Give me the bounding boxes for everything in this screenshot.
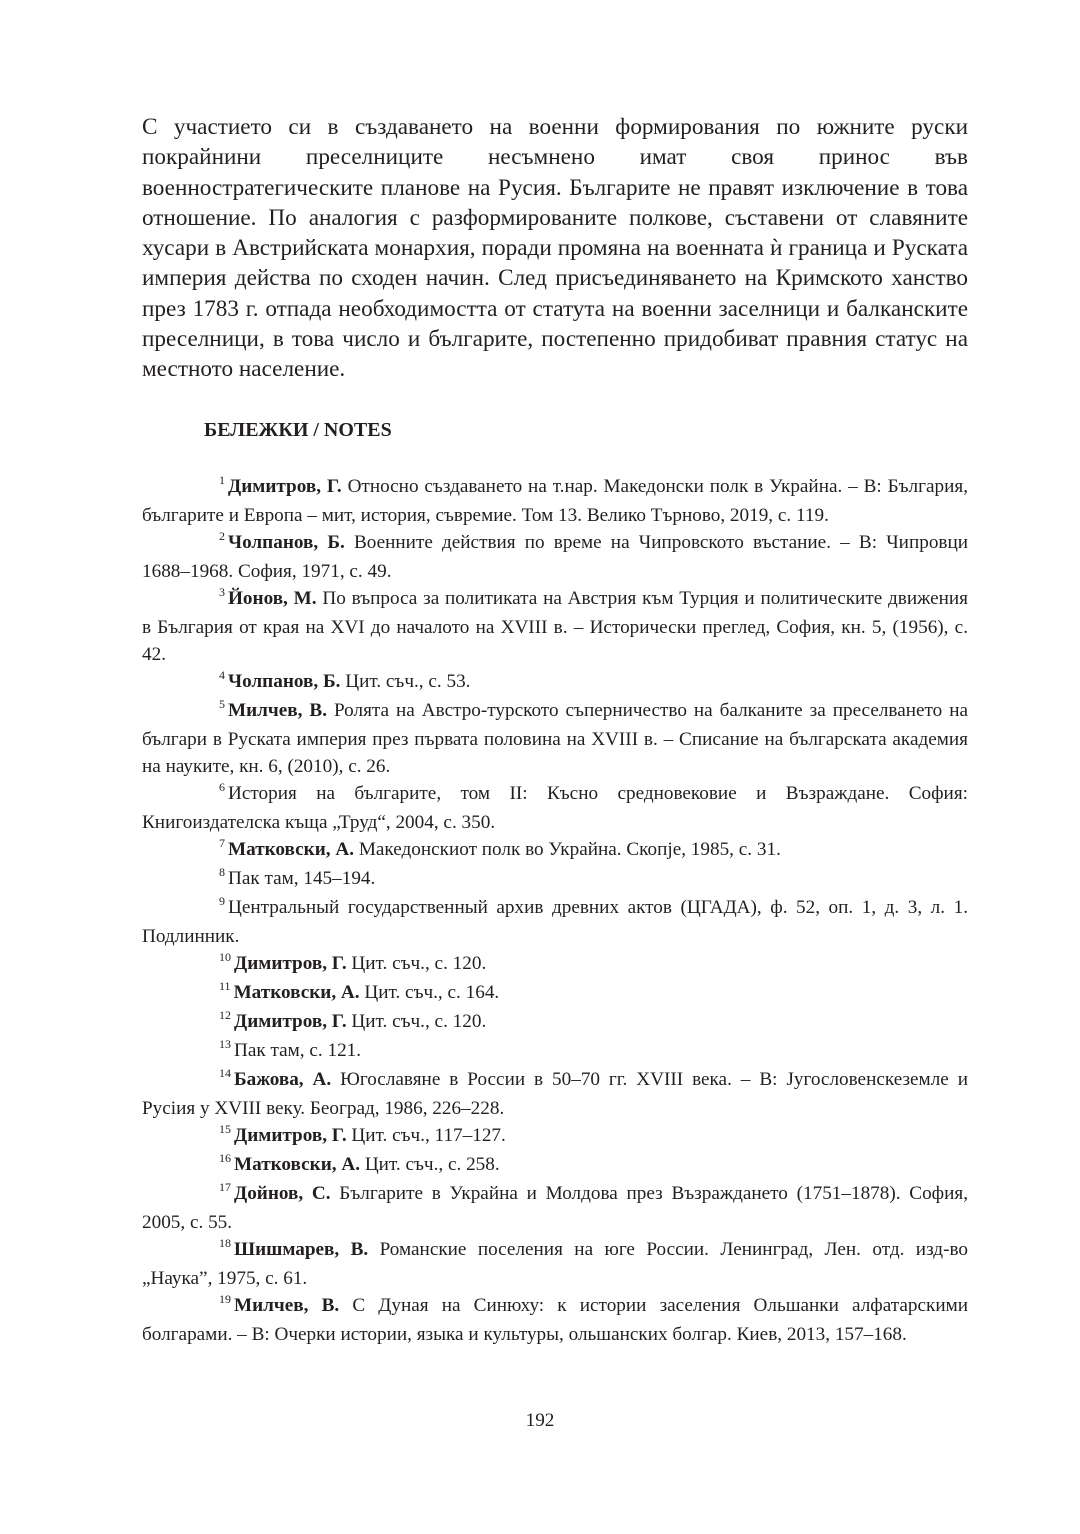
footnote-number: 3 bbox=[219, 584, 225, 599]
footnote-author: Бажова, А. bbox=[234, 1068, 332, 1090]
footnote-text: Цит. съч., 117–127. bbox=[346, 1124, 506, 1146]
footnote-author: Матковски, А. bbox=[234, 1153, 361, 1175]
footnote bbox=[142, 1180, 968, 1236]
footnote-text: История на българите, том II: Късно средновековие и Възраждане. София: Книгоиздателска къща „Труд“, 2004, с. 350. bbox=[142, 782, 968, 833]
footnote-number: 2 bbox=[219, 528, 225, 543]
footnote-author: Матковски, А. bbox=[233, 981, 360, 1003]
body-paragraph: С участието си в създаването на военни формирования по южните руски покрайнини преселниците несъмнено имат своя принос във военностратегическите планове на Русия. Българите не правят изключение в това отношение. По аналогия с разформированите полкове, съставени от славяните хусари в Австрийската монархия, поради промяна на военната ѝ граница и Руската империя действа по сходен начин. След присъединяването на Кримското ханство през 1783 г. отпада необходимостта от статута на военни заселници и балканските преселници, в това число и българите, постепенно придобиват правния статус на местното население. bbox=[142, 114, 968, 383]
footnote-number: 19 bbox=[219, 1291, 231, 1306]
footnote-number: 16 bbox=[219, 1150, 231, 1165]
footnote-number: 17 bbox=[219, 1179, 231, 1194]
footnote bbox=[142, 950, 968, 979]
footnote-number: 15 bbox=[219, 1121, 231, 1136]
footnote-text: Центральный государственный архив древних актов (ЦГАДА), ф. 52, оп. 1, д. 3, л. 1. Подлинник. bbox=[142, 896, 968, 947]
footnote bbox=[142, 585, 968, 668]
footnote-number: 12 bbox=[219, 1007, 231, 1022]
page-content bbox=[142, 112, 968, 1348]
footnote bbox=[142, 836, 968, 865]
footnote-text: Относно създаването на т.нар. Македонски полк в Украйна. – В: България, българите и Европа – мит, история, съвремие. Том 13. Велико Търново, 2019, с. 119. bbox=[142, 475, 968, 526]
footnote-text: Пак там, с. 121. bbox=[234, 1039, 362, 1061]
footnote-number: 1 bbox=[219, 472, 225, 487]
footnote-text: Българите в Украйна и Молдова през Възраждането (1751–1878). София, 2005, с. 55. bbox=[142, 1182, 968, 1233]
footnote-text: Цит. съч., с. 258. bbox=[360, 1153, 500, 1175]
footnote-text: Югославяне в России в 50–70 гг. XVIII века. – В: Југословенскеземле и Русіия у XVIII веку. Београд, 1986, 226–228. bbox=[142, 1068, 968, 1119]
footnote-author: Милчев, В. bbox=[234, 1294, 340, 1316]
page-number: 192 bbox=[525, 1410, 555, 1431]
notes-list bbox=[142, 473, 968, 1348]
footnote-author: Милчев, В. bbox=[228, 699, 327, 721]
footnote-number: 14 bbox=[219, 1065, 231, 1080]
footnote-text: Цит. съч., с. 120. bbox=[346, 952, 487, 974]
footnote-number: 11 bbox=[219, 978, 231, 993]
footnote-author: Дойнов, С. bbox=[234, 1182, 331, 1204]
footnote-author: Чолпанов, Б. bbox=[228, 670, 341, 692]
footnote bbox=[142, 668, 968, 697]
footnote-number: 10 bbox=[219, 949, 231, 964]
footnote bbox=[142, 1292, 968, 1348]
footnote bbox=[142, 865, 968, 894]
footnote-author: Димитров, Г. bbox=[234, 1010, 347, 1032]
footnote bbox=[142, 894, 968, 950]
footnote bbox=[142, 473, 968, 529]
footnote-author: Димитров, Г. bbox=[234, 952, 347, 974]
footnote-number: 8 bbox=[219, 864, 225, 879]
footnote bbox=[142, 979, 968, 1008]
footnote bbox=[142, 1151, 968, 1180]
footnote-text: Романские поселения на юге России. Ленинград, Лен. отд. изд-во „Наука”, 1975, с. 61. bbox=[142, 1238, 968, 1289]
footnote-text: Цит. съч., с. 120. bbox=[346, 1010, 487, 1032]
footnote bbox=[142, 1008, 968, 1037]
footnote bbox=[142, 780, 968, 836]
footnote-number: 9 bbox=[219, 893, 225, 908]
footnote-text: С Дуная на Синюху: к истории заселения Ольшанки алфатарскими болгарами. – В: Очерки истории, языка и культуры, ольшанских болгар. Киев, 2013, 157–168. bbox=[142, 1294, 968, 1345]
footnote-text: По въпроса за политиката на Австрия към Турция и политическите движения в България от края на XVI до началото на XVIII в. – Исторически преглед, София, кн. 5, (1956), с. 42. bbox=[142, 587, 968, 665]
footnote-number: 6 bbox=[219, 779, 225, 794]
footnote-author: Матковски, А. bbox=[228, 838, 355, 860]
footnote-author: Чолпанов, Б. bbox=[228, 531, 345, 553]
footnote-author: Йонов, М. bbox=[228, 587, 317, 609]
footnote-number: 7 bbox=[219, 835, 225, 850]
footnote-number: 5 bbox=[219, 696, 225, 711]
footnote bbox=[142, 697, 968, 780]
footnote-number: 18 bbox=[219, 1235, 231, 1250]
footnote bbox=[142, 1037, 968, 1066]
footnote bbox=[142, 1236, 968, 1292]
footnote-number: 13 bbox=[219, 1036, 231, 1051]
footnote-text: Цит. съч., с. 164. bbox=[359, 981, 500, 1003]
footnote-number: 4 bbox=[219, 667, 225, 682]
footnote bbox=[142, 529, 968, 585]
footnote-author: Димитров, Г. bbox=[234, 1124, 347, 1146]
footnote-text: Цит. съч., с. 53. bbox=[340, 670, 471, 692]
notes-heading: БЕЛЕЖКИ / NOTES bbox=[204, 418, 392, 441]
footnote-text: Военните действия по време на Чипровското въстание. – В: Чипровци 1688–1968. София, 1971, с. 49. bbox=[142, 531, 969, 582]
footnote-text: Ролята на Австро-турското съперничество на балканите за преселването на българи в Руската империя през първата половина на XVIII в. – Списание на българската академия на науките, кн. 6, (2010), с. 26. bbox=[142, 699, 968, 777]
footnote bbox=[142, 1066, 968, 1122]
footnote bbox=[142, 1122, 968, 1151]
footnote-text: Пак там, 145–194. bbox=[228, 867, 376, 889]
footnote-text: Македонскиот полк во Украйна. Скопје, 1985, с. 31. bbox=[354, 838, 781, 860]
footnote-author: Димитров, Г. bbox=[228, 475, 342, 497]
footnote-author: Шишмарев, В. bbox=[234, 1238, 369, 1260]
